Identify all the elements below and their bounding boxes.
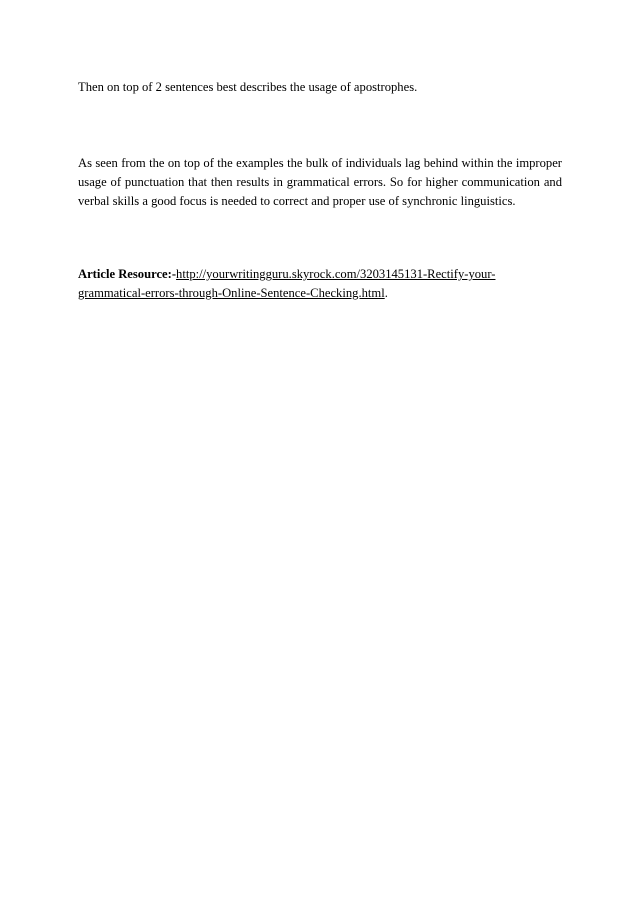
article-resource-trailing-period: .	[384, 286, 388, 300]
paragraph-apostrophes: Then on top of 2 sentences best describes the usage of apostrophes.	[78, 80, 418, 94]
article-resource	[78, 265, 562, 303]
article-resource-label: Article Resource:-	[78, 267, 177, 281]
paragraph-punctuation-summary: As seen from the on top of the examples the bulk of individuals lag behind within the improper usage of punctuation that then results in grammatical errors. So for higher communication and verbal skills a good focus is needed to correct and proper use of synchronic linguistics.	[78, 156, 562, 208]
article-resource-link-part-2: grammatical-errors-through-Online-Sentence-Checking.html	[78, 286, 385, 300]
article-resource-link-part-1: http://yourwritingguru.skyrock.com/3203145131-Rectify-your-	[176, 267, 496, 281]
